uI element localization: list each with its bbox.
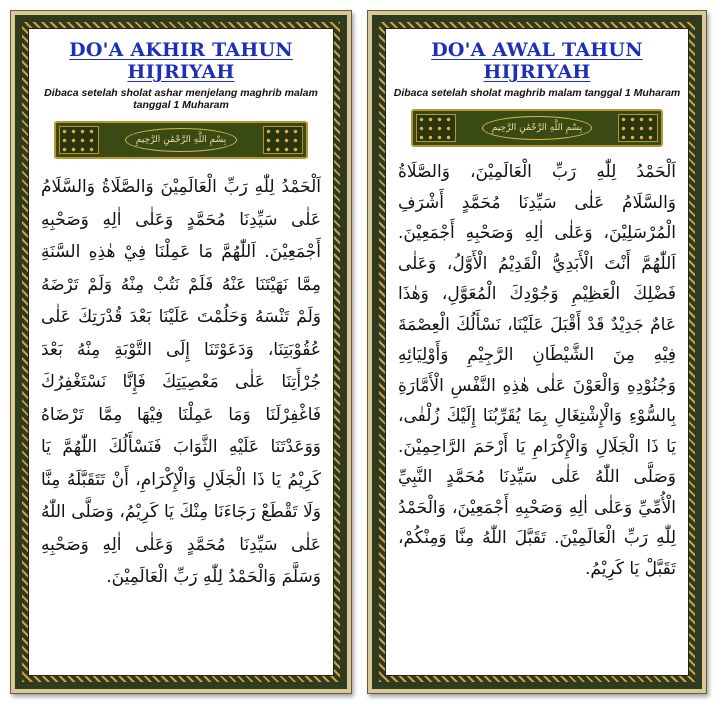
prayer-text: اَلْحَمْدُ لِلّٰهِ رَبِّ الْعَالَمِيْنَ وَالصَّلَاةُ وَالسَّلَامُ عَلٰى سَيِّدِنَا مُحَمَّدٍ وَعَلٰى اٰلِهِ وَصَحْبِهِ أَجْمَعِيْنَ. اَللّٰهُمَّ مَا عَمِلْنَا فِيْ هٰذِهِ السَّنَةِ مِمَّا نَهَيْتَنَا عَنْهُ فَلَمْ نَتُبْ مِنْهُ وَلَمْ تَرْضَهُ وَلَمْ تَنْسَهُ وَحَلُمْتَ عَلَيْنَا بَعْدَ قُدْرَتِكَ عَلٰى عُقُوْبَتِنَا، وَدَعَوْتَنَا إِلَى التَّوْبَةِ مِنْهُ بَعْدَ جُرْأَتِنَا عَلٰى مَعْصِيَتِكَ فَإِنَّا نَسْتَغْفِرُكَ فَاغْفِرْلَنَا وَمَا عَمِلْنَا فِيْهَا مِمَّا تَرْضَاهُ وَوَعَدْتَنَا عَلَيْهِ الثَّوَابَ فَنَسْأَلُكَ اللّٰهُمَّ يَا كَرِيْمُ يَا ذَا الْجَلَالِ وَالْإِكْرَامِ، أَنْ تَتَقَبَّلَهُ مِنَّا وَلَا تَقْطَعْ رَجَاءَنَا مِنْكَ يَا كَرِيْمُ، وَصَلَّى اللّٰهُ عَلٰى سَيِّدِنَا مُحَمَّدٍ وَعَلٰى اٰلِهِ وَصَحْبِهِ وَسَلَّمَ وَالْحَمْدُ لِلّٰهِ رَبِّ الْعَالَمِيْنَ. <box>41 177 321 587</box>
prayer-text: اَلْحَمْدُ لِلّٰهِ رَبِّ الْعَالَمِيْنَ، وَالصَّلَاةُ وَالسَّلَامُ عَلٰى سَيِّدِنَا مُحَمَّدٍ أَشْرَفِ الْمُرْسَلِيْنَ، وَعَلٰى اٰلِهِ وَصَحْبِهِ أَجْمَعِيْنَ. اَللّٰهُمَّ أَنْتَ الْأَبَدِيُّ الْقَدِيْمُ الْأَوَّلُ، وَعَلٰى فَضْلِكَ الْعَظِيْمِ وَجُوْدِكَ الْمُعَوَّلِ، وَهٰذَا عَامٌ جَدِيْدٌ قَدْ أَقْبَلَ عَلَيْنَا، نَسْأَلُكَ الْعِصْمَةَ فِيْهِ مِنَ الشَّيْطَانِ الرَّجِيْمِ وَأَوْلِيَائِهِ وَجُنُوْدِهِ وَالْعَوْنَ عَلٰى هٰذِهِ النَّفْسِ الْأَمَّارَةِ بِالسُّوْءِ وَالْإِشْتِغَالِ بِمَا يُقَرِّبُنَا إِلَيْكَ زُلْفٰى، يَا ذَا الْجَلَالِ وَالْإِكْرَامِ يَا أَرْحَمَ الرَّاحِمِيْنَ. وَصَلَّى اللّٰهُ عَلٰى سَيِّدِنَا مُحَمَّدٍ النَّبِيِّ الْأُمِّيِّ وَعَلٰى اٰلِهِ وَصَحْبِهِ أَجْمَعِيْنَ، وَالْحَمْدُ لِلّٰهِ رَبِّ الْعَالَمِيْنَ. تَقَبَّلَ اللّٰهُ مِنَّا وَمِنْكُمْ، تَقَبَّلْ يَا كَرِيْمُ. <box>398 162 676 579</box>
bismillah-banner <box>411 109 663 147</box>
card-doa-awal-tahun <box>367 10 707 694</box>
card-title: DO'A AKHIR TAHUN HIJRIYAH <box>69 39 293 83</box>
card-title: DO'A AWAL TAHUN HIJRIYAH <box>431 39 643 83</box>
bismillah-banner <box>54 121 307 159</box>
card-content <box>28 28 334 676</box>
bismillah-calligraphy: بِسْمِ اللَّهِ الرَّحْمَٰنِ الرَّحِيمِ <box>125 128 237 152</box>
card-content <box>385 28 689 676</box>
ornamental-border <box>15 15 347 689</box>
card-subtitle: Dibaca setelah sholat maghrib malam tanggal 1 Muharam <box>393 87 681 99</box>
card-doa-akhir-tahun <box>10 10 352 694</box>
ornamental-border <box>372 15 702 689</box>
card-subtitle: Dibaca setelah sholat ashar menjelang maghrib malam tanggal 1 Muharam <box>44 87 318 111</box>
bismillah-calligraphy: بِسْمِ اللَّهِ الرَّحْمَٰنِ الرَّحِيمِ <box>482 116 593 140</box>
